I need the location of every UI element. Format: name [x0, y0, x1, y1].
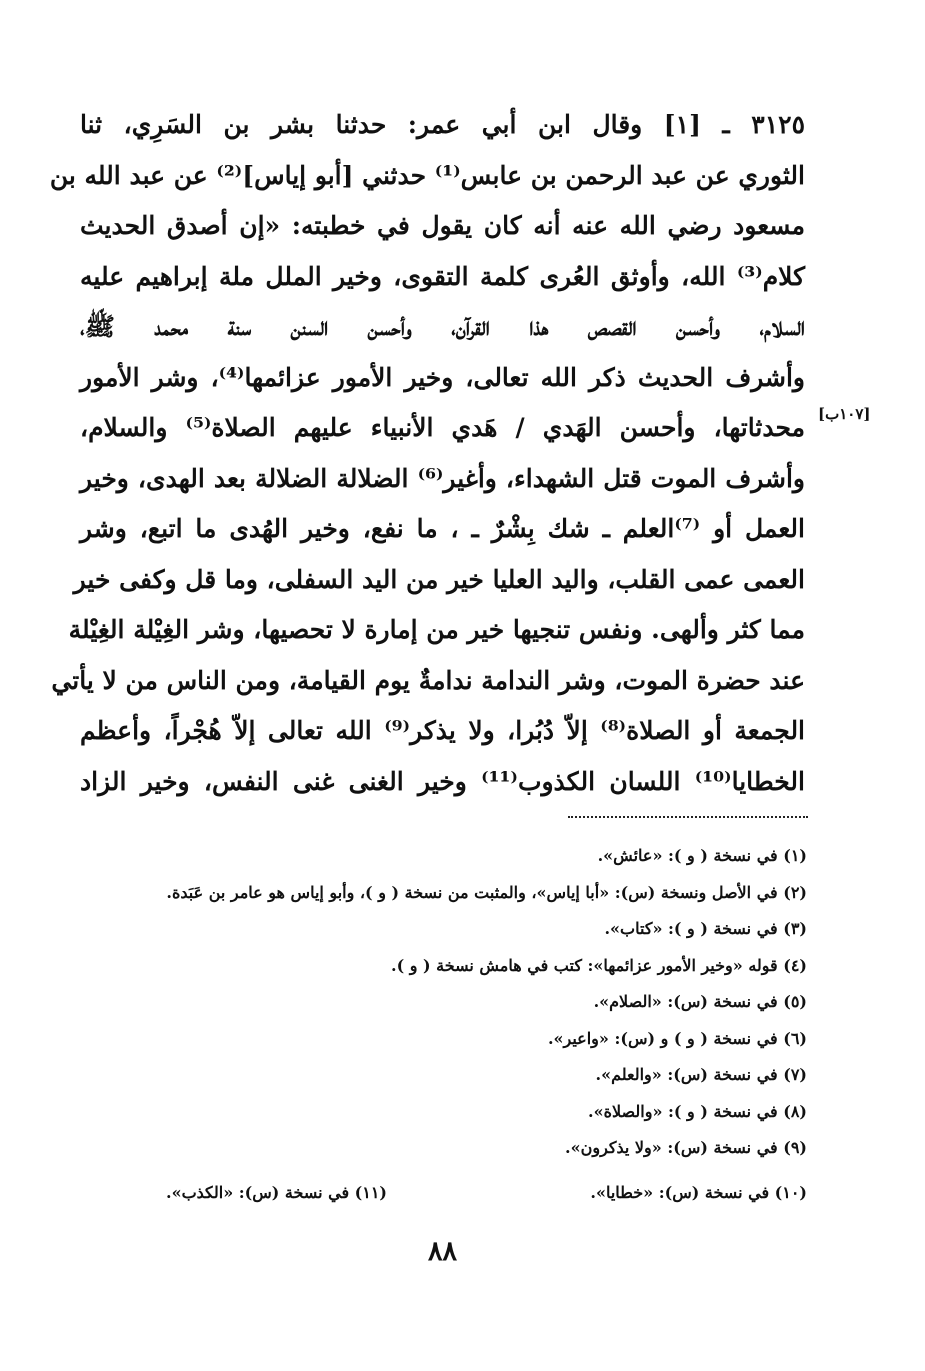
text-line: العمى عمى القلب، واليد العليا خير من اليد السفلى، وما قل وكفى خير: [73, 564, 805, 594]
text-line: الثوري عن عبد الرحمن بن عابس⁽¹⁾ حدثني [أبو إياس]⁽²⁾ عن عبد الله بن: [49, 160, 805, 190]
text-line: السلام، وأحسن القصص هذا القرآن، وأحسن السنن سنة محمد ﷺ،: [80, 312, 805, 341]
footnote-item: (٤) قوله «وخير الأمور عزائمها»: كتب في هامش نسخة ( و ).: [391, 955, 807, 975]
text-line: مسعود رضي الله عنه أنه كان يقول في خطبته: «إن أصدق الحديث: [80, 211, 805, 240]
footnote-item: (١٠) في نسخة (س): «خطايا».: [590, 1183, 807, 1202]
footnote-item: (١) في نسخة ( و ): «عائش».: [597, 846, 807, 865]
footnote-last-row: [117, 1175, 807, 1211]
footnote-item: (٥) في نسخة (س): «الصلام».: [593, 992, 807, 1011]
footnote-item: (٢) في الأصل ونسخة (س): «أبا إياس»، والمثبت من نسخة ( و )، وأبو إياس هو عامر بن عَبَدة.: [166, 882, 807, 902]
page-number: ٨٨: [427, 1236, 457, 1267]
footnotes-list: [87, 838, 807, 1167]
footnote-item: (٨) في نسخة ( و ): «والصلاة».: [588, 1101, 807, 1121]
text-line: محدثاتها، وأحسن الهَدي / هَدي الأنبياء عليهم الصلاة⁽⁵⁾ والسلام،: [80, 413, 805, 442]
text-line: وأشرف الموت قتل الشهداء، وأغير⁽⁶⁾ الضلالة الضلالة بعد الهدى، وخير: [80, 463, 805, 493]
footnote-item: (٣) في نسخة ( و ): «كتاب».: [604, 919, 807, 938]
text-line: العمل أو ⁽⁷⁾العلم ـ شك بِشْرٌ ـ ، ما نفع، وخير الهُدى ما اتبع، وشر: [80, 514, 805, 543]
text-line: عند حضرة الموت، وشر الندامة ندامةٌ يوم القيامة، ومن الناس من لا يأتي: [51, 665, 805, 695]
manuscript-folio-marker: [١٠٧ب]: [818, 405, 871, 423]
text-line: الخطايا⁽¹⁰⁾ اللسان الكذوب⁽¹¹⁾ وخير الغنى غنى النفس، وخير الزاد: [80, 766, 805, 796]
main-text-block: [49, 100, 806, 807]
footnote-item: (٦) في نسخة ( و ) و (س): «واعير».: [547, 1028, 807, 1048]
footnote-item: (١١) في نسخة (س): «الكذب».: [166, 1183, 387, 1202]
text-line: مما كثر وألهى. ونفس تنجيها خير من إمارة لا تحصيها، وشر الغِيْلة الغِيْلة: [68, 615, 805, 644]
footnote-item: (٩) في نسخة (س): «ولا يذكرون».: [565, 1138, 807, 1157]
text-line: وأشرف الحديث ذكر الله تعالى، وخير الأمور عزائمها⁽⁴⁾، وشر الأمور: [80, 362, 805, 392]
footnote-divider: [568, 816, 808, 818]
text-line: الجمعة أو الصلاة⁽⁸⁾ إلاّ دُبُرا، ولا يذكر⁽⁹⁾ الله تعالى إلاّ هُجْراً، وأعظم: [80, 716, 806, 745]
footnote-item: (٧) في نسخة (س): «والعلم».: [595, 1065, 807, 1084]
text-line: كلام⁽³⁾ الله، وأوثق العُرى كلمة التقوى، وخير الملل ملة إبراهيم عليه: [80, 261, 805, 291]
text-line: ٣١٢٥ ـ [١] وقال ابن أبي عمر: حدثنا بشر بن السَرِي، ثنا: [80, 110, 805, 139]
